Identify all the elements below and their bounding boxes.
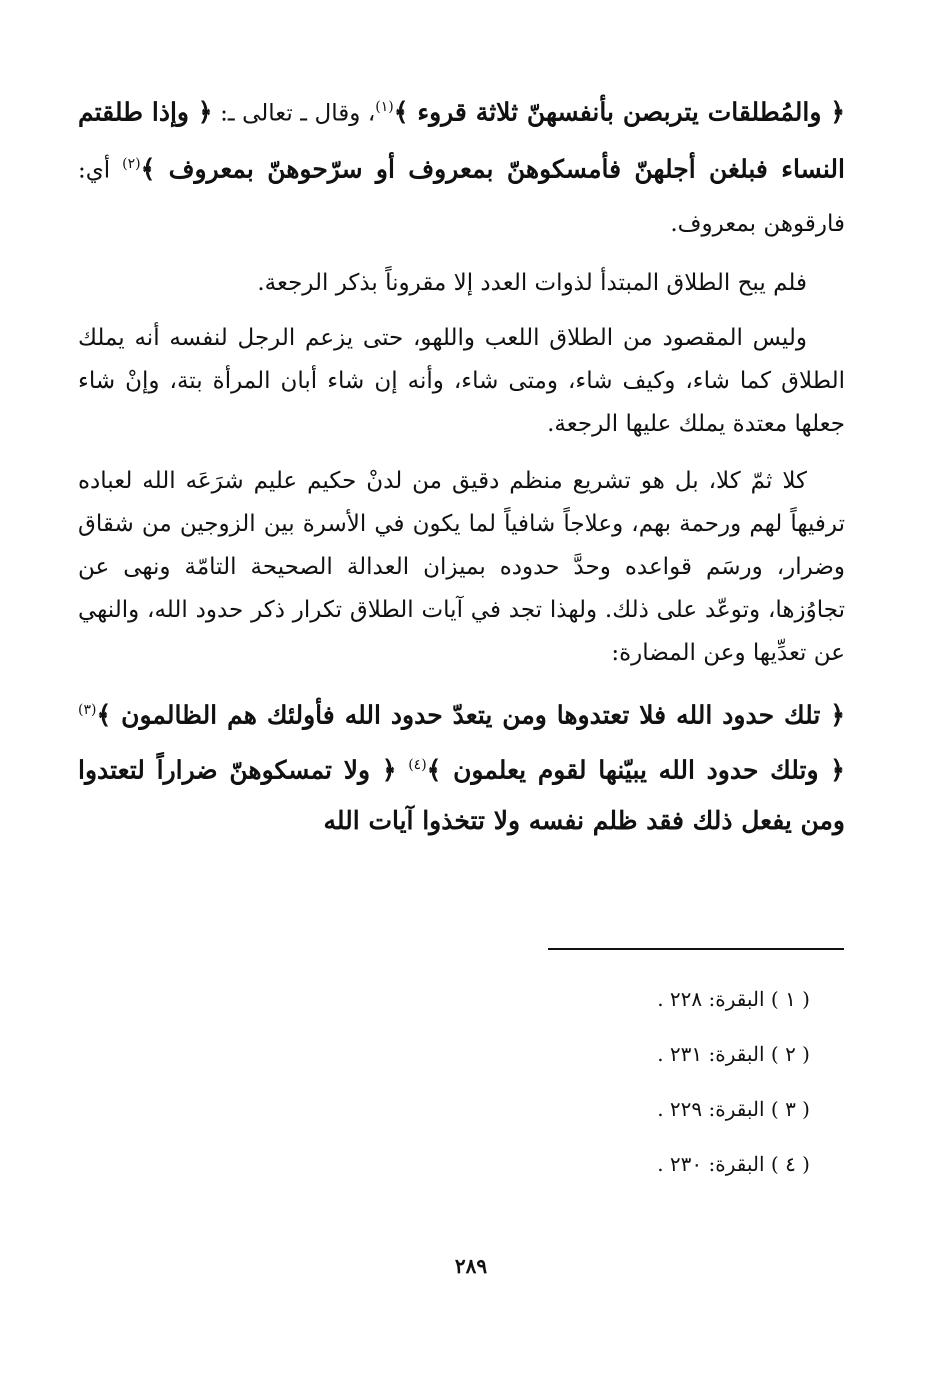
quran-verse-5: ولا تمسكوهنّ ضراراً لتعتدوا ومن يفعل ذلك فقد ظلم نفسه ولا تتخذوا آيات الله bbox=[78, 755, 845, 836]
footnote-ref-3: (٣) bbox=[78, 701, 97, 718]
text-wa-qala: ، وقال ـ تعالى ـ: bbox=[212, 100, 376, 127]
page-body bbox=[78, 82, 845, 846]
footnote-ref-2: (٢) bbox=[122, 156, 141, 173]
quran-verse-2: وإذا طلقتم النساء فبلغن أجلهنّ فأمسكوهنّ بمعروف أو سرّحوهنّ بمعروف bbox=[78, 97, 845, 184]
paragraph-quran-limits bbox=[78, 685, 845, 847]
quran-bracket-open: ﴿ bbox=[830, 755, 845, 785]
quran-bracket-open: ﴿ bbox=[197, 97, 213, 127]
footnote-2: ( ٢ ) البقرة: ٢٣١ . bbox=[657, 1042, 810, 1066]
quran-bracket-open: ﴿ bbox=[830, 699, 845, 729]
footnote-4: ( ٤ ) البقرة: ٢٣٠ . bbox=[657, 1152, 810, 1176]
paragraph-quran-intro bbox=[78, 82, 845, 250]
quran-bracket-close: ﴾ bbox=[96, 699, 112, 729]
quran-verse-3: تلك حدود الله فلا تعتدوها ومن يتعدّ حدود الله فأولئك هم الظالمون bbox=[121, 699, 821, 729]
paragraph-3: وليس المقصود من الطلاق اللعب واللهو، حتى يزعم الرجل لنفسه أنه يملك الطلاق كما شاء، وكيف شاء، ومتى شاء، وأنه إن شاء أبان المرأة بتة، وإنْ شاء جعلها معتدة يملك عليها الرجعة. bbox=[78, 324, 845, 437]
paragraph-2: فلم يبح الطلاق المبتدأ لذوات العدد إلا مقروناً بذكر الرجعة. bbox=[257, 269, 807, 296]
quran-verse-1: والمُطلقات يتربصن بأنفسهنّ ثلاثة قروء bbox=[417, 97, 822, 127]
footnote-1: ( ١ ) البقرة: ٢٢٨ . bbox=[657, 987, 810, 1011]
quran-bracket-close: ﴾ bbox=[426, 755, 442, 785]
footnote-ref-4: (٤) bbox=[408, 756, 427, 773]
quran-bracket-open: ﴿ bbox=[381, 755, 397, 785]
footnote-3: ( ٣ ) البقرة: ٢٢٩ . bbox=[657, 1097, 810, 1121]
page-number: ٢٨٩ bbox=[454, 1254, 488, 1278]
paragraph-4: كلا ثمّ كلا، بل هو تشريع منظم دقيق من لدنْ حكيم عليم شرَعَه الله لعباده ترفيهاً لهم ورحمة بهم، وعلاجاً شافياً لما يكون في الأسرة بين الزوجين من شقاق وضرار، ورسَم قواعده وحدَّ حدوده بميزان العدالة الصحيحة التامّة ونهى عن تجاوُزها، وتوعّد على ذلك. ولهذا تجد في آيات الطلاق تكرار ذكر حدود الله، والنهي عن تعدِّيها وعن المضارة: bbox=[78, 467, 845, 666]
footnote-ref-1: (١) bbox=[375, 99, 394, 115]
text-explanation: أي: فارقوهن بمعروف. bbox=[78, 157, 845, 237]
quran-bracket-open: ﴿ bbox=[830, 97, 845, 127]
quran-bracket-close: ﴾ bbox=[393, 97, 409, 127]
quran-bracket-close: ﴾ bbox=[140, 154, 156, 184]
quran-verse-4: وتلك حدود الله يبيّنها لقوم يعلمون bbox=[453, 755, 819, 785]
footnote-divider bbox=[548, 948, 844, 950]
footnotes bbox=[657, 983, 810, 1203]
